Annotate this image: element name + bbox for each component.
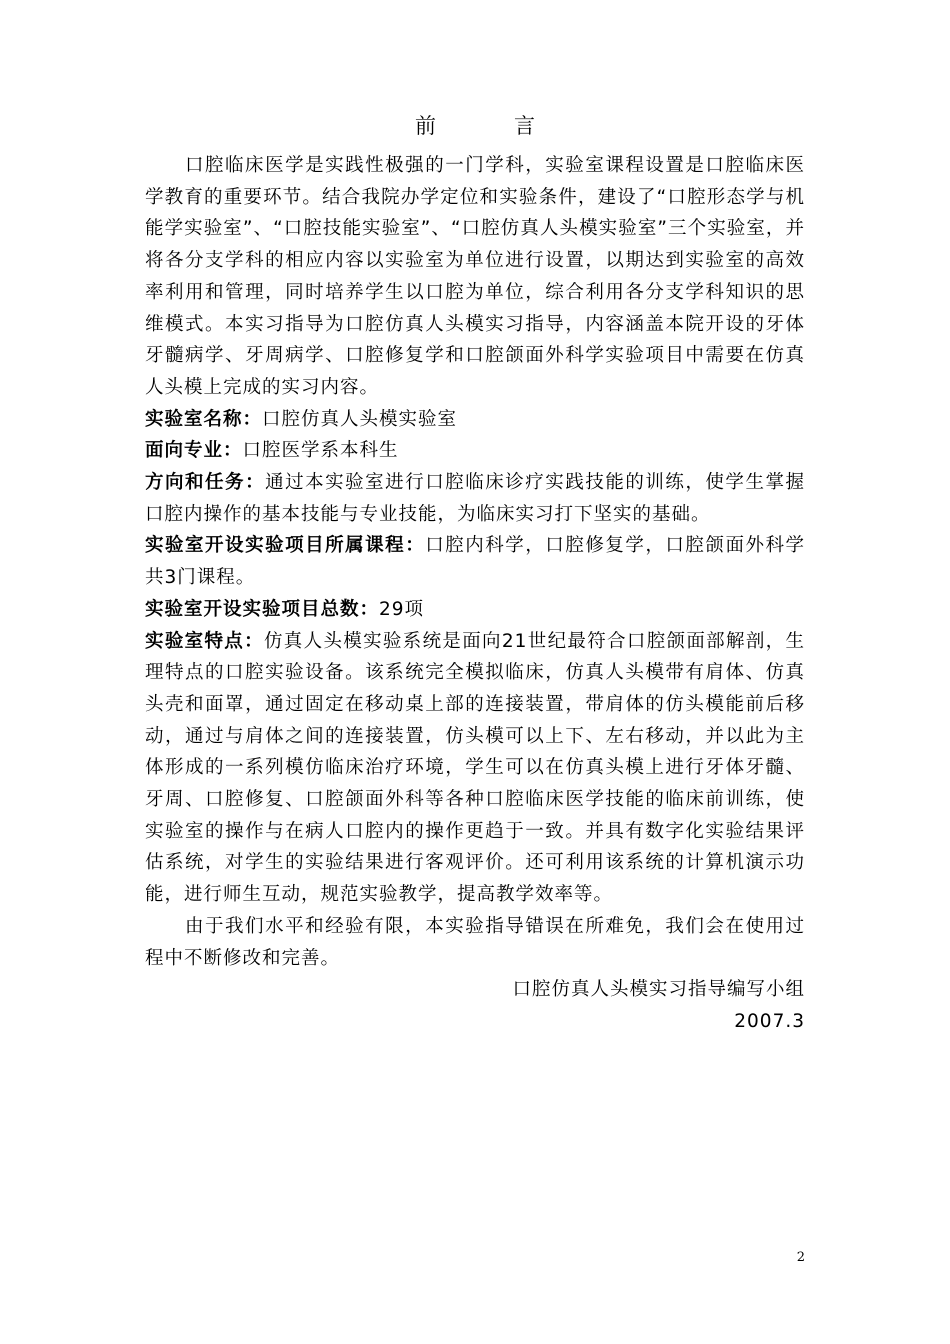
field-label: 实验室特点： bbox=[145, 630, 264, 652]
document-body bbox=[145, 150, 805, 1038]
page-number: 2 bbox=[796, 1250, 805, 1265]
title-char-right: 言 bbox=[514, 114, 535, 138]
field-direction-task bbox=[145, 467, 805, 530]
field-value: 口腔医学系本科生 bbox=[242, 440, 399, 462]
closing-paragraph: 由于我们水平和经验有限，本实验指导错误在所难免，我们会在使用过程中不断修改和完善。 bbox=[145, 915, 805, 969]
intro-paragraph: 口腔临床医学是实践性极强的一门学科，实验室课程设置是口腔临床医学教育的重要环节。结合我院办学定位和实验条件，建设了“口腔形态学与机能学实验室”、“口腔技能实验室”、“口腔仿真人头模实验室”三个实验室，并将各分支学科的相应内容以实验室为单位进行设置，以期达到实验室的高效率利用和管理，同时培养学生以口腔为单位，综合利用各分支学科知识的思维模式。本实习指导为口腔仿真人头模实习指导，内容涵盖本院开设的牙体牙髓病学、牙周病学、口腔修复学和口腔颌面外科学实验项目中需要在仿真人头模上完成的实习内容。 bbox=[145, 155, 805, 398]
field-value: 通过本实验室进行口腔临床诊疗实践技能的训练，使学生掌握口腔内操作的基本技能与专业技能，为临床实习打下坚实的基础。 bbox=[145, 472, 805, 525]
field-label: 实验室名称： bbox=[145, 408, 263, 430]
page-title bbox=[0, 110, 950, 142]
field-related-courses bbox=[145, 530, 805, 593]
field-lab-features bbox=[145, 626, 805, 911]
date: 2007.3 bbox=[734, 1010, 805, 1032]
field-label: 实验室开设实验项目总数： bbox=[145, 598, 380, 620]
field-value: 口腔内科学，口腔修复学，口腔颌面外科学共3门课程。 bbox=[145, 535, 805, 589]
signature: 口腔仿真人头模实习指导编写小组 bbox=[512, 979, 805, 1001]
field-project-count bbox=[145, 594, 805, 626]
field-value: 29项 bbox=[379, 598, 425, 620]
field-label: 面向专业： bbox=[145, 440, 243, 462]
field-value: 仿真人头模实验系统是面向21世纪最符合口腔颌面部解剖，生理特点的口腔实验设备。该系统完全模拟临床，仿真人头模带有肩体、仿真头壳和面罩，通过固定在移动桌上部的连接装置，带肩体的仿头模能前后移动，通过与肩体之间的连接装置，仿头模可以上下、左右移动，并以此为主体形成的一系列模仿临床治疗环境，学生可以在仿真头模上进行牙体牙髓、牙周、口腔修复、口腔颌面外科等各种口腔临床医学技能的临床前训练，使实验室的操作与在病人口腔内的操作更趋于一致。并具有数字化实验结果评估系统，对学生的实验结果进行客观评价。还可利用该系统的计算机演示功能，进行师生互动，规范实验教学，提高教学效率等。 bbox=[145, 630, 805, 906]
field-value: 口腔仿真人头模实验室 bbox=[262, 408, 458, 430]
field-label: 实验室开设实验项目所属课程： bbox=[145, 535, 426, 557]
field-target-major bbox=[145, 435, 805, 467]
field-label: 方向和任务： bbox=[145, 472, 266, 494]
field-lab-name bbox=[145, 404, 805, 436]
title-char-left: 前 bbox=[415, 114, 436, 138]
